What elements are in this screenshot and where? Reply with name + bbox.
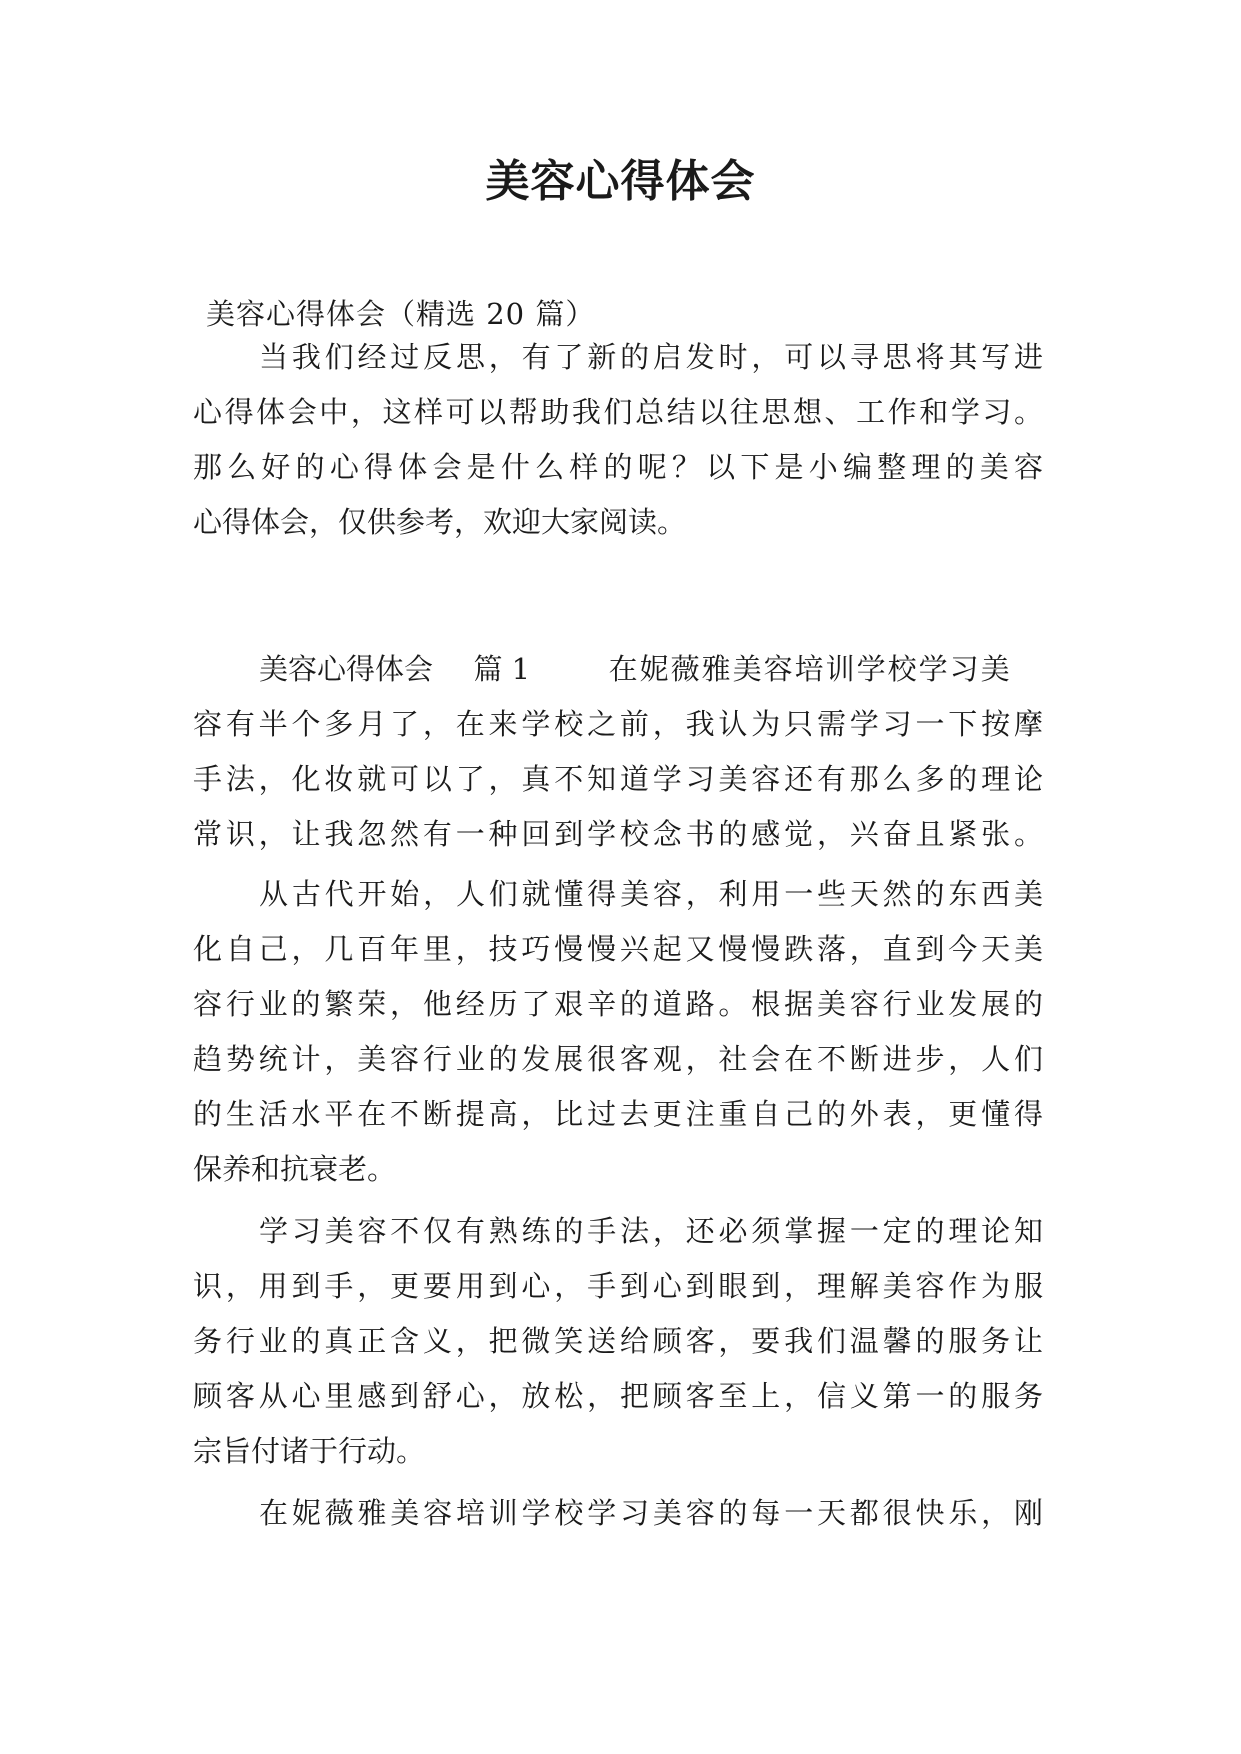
paragraph-3-line-5: 宗旨付诸于行动。 <box>193 1434 426 1468</box>
intro-line-1: 当我们经过反思，有了新的启发时，可以寻思将其写进 <box>259 340 1043 374</box>
paragraph-3-line-4: 顾客从心里感到舒心，放松，把顾客至上，信义第一的服务 <box>193 1379 1043 1413</box>
intro-line-2: 心得体会中，这样可以帮助我们总结以往思想、工作和学习。 <box>193 395 1043 429</box>
paragraph-3-line-3: 务行业的真正含义，把微笑送给顾客，要我们温馨的服务让 <box>193 1324 1043 1358</box>
paragraph-3-line-2: 识，用到手，更要用到心，手到心到眼到，理解美容作为服 <box>193 1269 1043 1303</box>
document-title: 美容心得体会 <box>485 156 756 207</box>
section-1-line-1: 容有半个多月了，在来学校之前，我认为只需学习一下按摩 <box>193 707 1043 741</box>
section-1-heading-line <box>259 645 1012 693</box>
section-1-line-2: 手法，化妆就可以了，真不知道学习美容还有那么多的理论 <box>193 762 1043 796</box>
section-1-line-3: 常识，让我忽然有一种回到学校念书的感觉，兴奋且紧张。 <box>193 817 1043 851</box>
document-subtitle: 美容心得体会（精选 20 篇） <box>206 297 596 331</box>
paragraph-2-line-2: 化自己，几百年里，技巧慢慢兴起又慢慢跌落，直到今天美 <box>193 932 1043 966</box>
paragraph-3-line-1: 学习美容不仅有熟练的手法，还必须掌握一定的理论知 <box>259 1214 1043 1248</box>
section-1-heading: 美容心得体会 <box>259 652 434 686</box>
paragraph-4-line-1: 在妮薇雅美容培训学校学习美容的每一天都很快乐，刚 <box>259 1496 1043 1530</box>
intro-line-4: 心得体会，仅供参考，欢迎大家阅读。 <box>193 505 687 539</box>
paragraph-2-line-4: 趋势统计，美容行业的发展很客观，社会在不断进步，人们 <box>193 1042 1043 1076</box>
paragraph-2-line-5: 的生活水平在不断提高，比过去更注重自己的外表，更懂得 <box>193 1097 1043 1131</box>
paragraph-2-line-1: 从古代开始，人们就懂得美容，利用一些天然的东西美 <box>259 877 1043 911</box>
paragraph-2-line-6: 保养和抗衰老。 <box>193 1152 397 1186</box>
intro-line-3: 那么好的心得体会是什么样的呢？以下是小编整理的美容 <box>193 450 1043 484</box>
section-1-first-text: 在妮薇雅美容培训学校学习美 <box>608 652 1012 686</box>
paragraph-2-line-3: 容行业的繁荣，他经历了艰辛的道路。根据美容行业发展的 <box>193 987 1043 1021</box>
section-1-label: 篇 1 <box>473 652 531 686</box>
